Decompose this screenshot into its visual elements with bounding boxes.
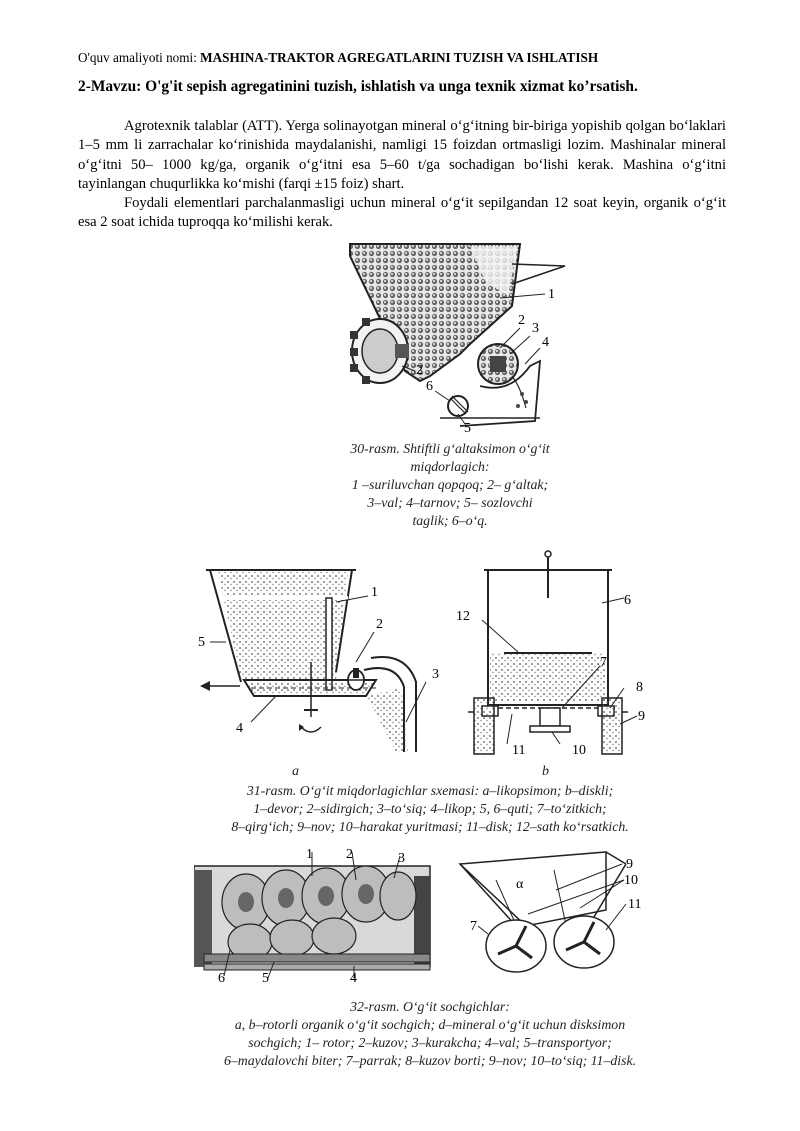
fig31a-label-1: 1 [371, 585, 378, 600]
figure-32-disk-drawing [456, 850, 656, 985]
fig32-label-4: 4 [350, 971, 357, 986]
fig32-label-7: 7 [470, 919, 477, 934]
fig32-label-3: 3 [398, 851, 405, 866]
fig31a-label-4: 4 [236, 721, 243, 736]
fig30-label-6: 6 [426, 379, 433, 394]
fig30-caption-line: 1 –suriluvchan qopqoq; 2– g‘altak; [351, 477, 549, 492]
figure-32-rotor-drawing [194, 846, 434, 986]
fig31-sub-b: b [542, 764, 549, 779]
fig31-caption-line: 8–qirg‘ich; 9–nov; 10–harakat yuritmasi; 11–disk; 12–sath ko‘rsatkich. [231, 819, 629, 834]
fig30-caption-line: 3–val; 4–tarnov; 5– sozlovchi [367, 495, 533, 510]
fig30-caption-line: taglik; 6–o‘q. [412, 513, 488, 528]
course-title: MASHINA-TRAKTOR AGREGATLARINI TUZISH VA ISHLATISH [200, 50, 599, 65]
fig32-caption-line: 6–maydalovchi biter; 7–parrak; 8–kuzov borti; 9–nov; 10–to‘siq; 11–disk. [223, 1053, 637, 1068]
course-header [78, 50, 598, 66]
fig32-label-alpha: α [516, 877, 524, 892]
figure-30-drawing [340, 236, 580, 436]
fig31-caption-line: 1–devor; 2–sidirgich; 3–to‘siq; 4–likop; 5, 6–quti; 7–to‘zitkich; [253, 801, 607, 816]
fig31b-label-10: 10 [572, 743, 586, 758]
fig31b-label-11: 11 [512, 743, 526, 758]
figure-32-caption [180, 998, 680, 1070]
fig31b-label-6: 6 [624, 593, 631, 608]
fig32-label-10: 10 [624, 873, 638, 888]
fig30-label-4: 4 [542, 335, 549, 350]
fig30-caption-line: 30-rasm. Shtiftli g‘altaksimon o‘g‘it [350, 441, 550, 456]
fig30-label-3: 3 [532, 321, 539, 336]
fig32-label-6: 6 [218, 971, 225, 986]
paragraph-elements: Foydali elementlari parchalanmasligi uchun mineral o‘g‘it sepilgandan 12 soat keyin, organik o‘g‘it esa 2 soat ichida tuproqqa ko‘milishi kerak. [78, 195, 726, 231]
figure-31b-drawing [452, 548, 652, 763]
fig31b-label-9: 9 [638, 709, 645, 724]
fig32-caption-line: a, b–rotorli organik o‘g‘it sochgich; d–mineral o‘g‘it uchun disksimon [234, 1017, 626, 1032]
fig31a-label-2: 2 [376, 617, 383, 632]
figure-31a-drawing [196, 562, 446, 767]
fig31-sub-a: a [292, 764, 299, 779]
figure-31-caption [180, 782, 680, 836]
fig31a-label-5: 5 [198, 635, 205, 650]
fig30-label-2: 2 [518, 313, 525, 328]
fig32-label-2: 2 [346, 847, 353, 862]
fig31-caption-line: 31-rasm. O‘g‘it miqdorlagichlar sxemasi: a–likopsimon; b–diskli; [246, 783, 614, 798]
figure-30-caption [300, 440, 600, 530]
fig32-label-9: 9 [626, 857, 633, 872]
fig32-label-5: 5 [262, 971, 269, 986]
fig31b-label-12: 12 [456, 609, 470, 624]
topic-title: 2-Mavzu: O'g'it sepish agregatinini tuzish, ishlatish va unga texnik xizmat ko’rsatish. [78, 78, 638, 95]
fig30-label-5: 5 [464, 421, 471, 436]
fig32-caption-line: 32-rasm. O‘g‘it sochgichlar: [350, 999, 510, 1014]
fig31b-label-8: 8 [636, 680, 643, 695]
fig30-label-2b: 2 [416, 363, 423, 378]
fig32-caption-line: sochgich; 1– rotor; 2–kuzov; 3–kurakcha; 4–val; 5–transportyor; [248, 1035, 612, 1050]
fig32-label-11: 11 [628, 897, 642, 912]
fig30-caption-line: miqdorlagich: [410, 459, 490, 474]
paragraph-requirements: Agrotexnik talablar (ATT). Yerga solinayotgan mineral o‘g‘itning bir-biriga yopishib qolgan bo‘laklari 1–5 mm li zarrachalar ko‘rinishida maydalanishi, namligi 15 foizdan ortmasligi lozim. Mashinalar mineral o‘g‘itni 50– 1000 kg/ga, organik o‘g‘itni esa 5–60 t/ga sochadigan bo‘lishi kerak. Mashina o‘g‘itni tayinlangan chuqurlikka ko‘mishi (farqi ±15 foiz) shart. [78, 118, 726, 193]
course-label: O'quv amaliyoti nomi: [78, 50, 197, 65]
fig30-label-1: 1 [548, 287, 555, 302]
fig31b-label-7: 7 [600, 655, 607, 670]
fig32-label-1: 1 [306, 847, 313, 862]
fig31a-label-3: 3 [432, 667, 439, 682]
